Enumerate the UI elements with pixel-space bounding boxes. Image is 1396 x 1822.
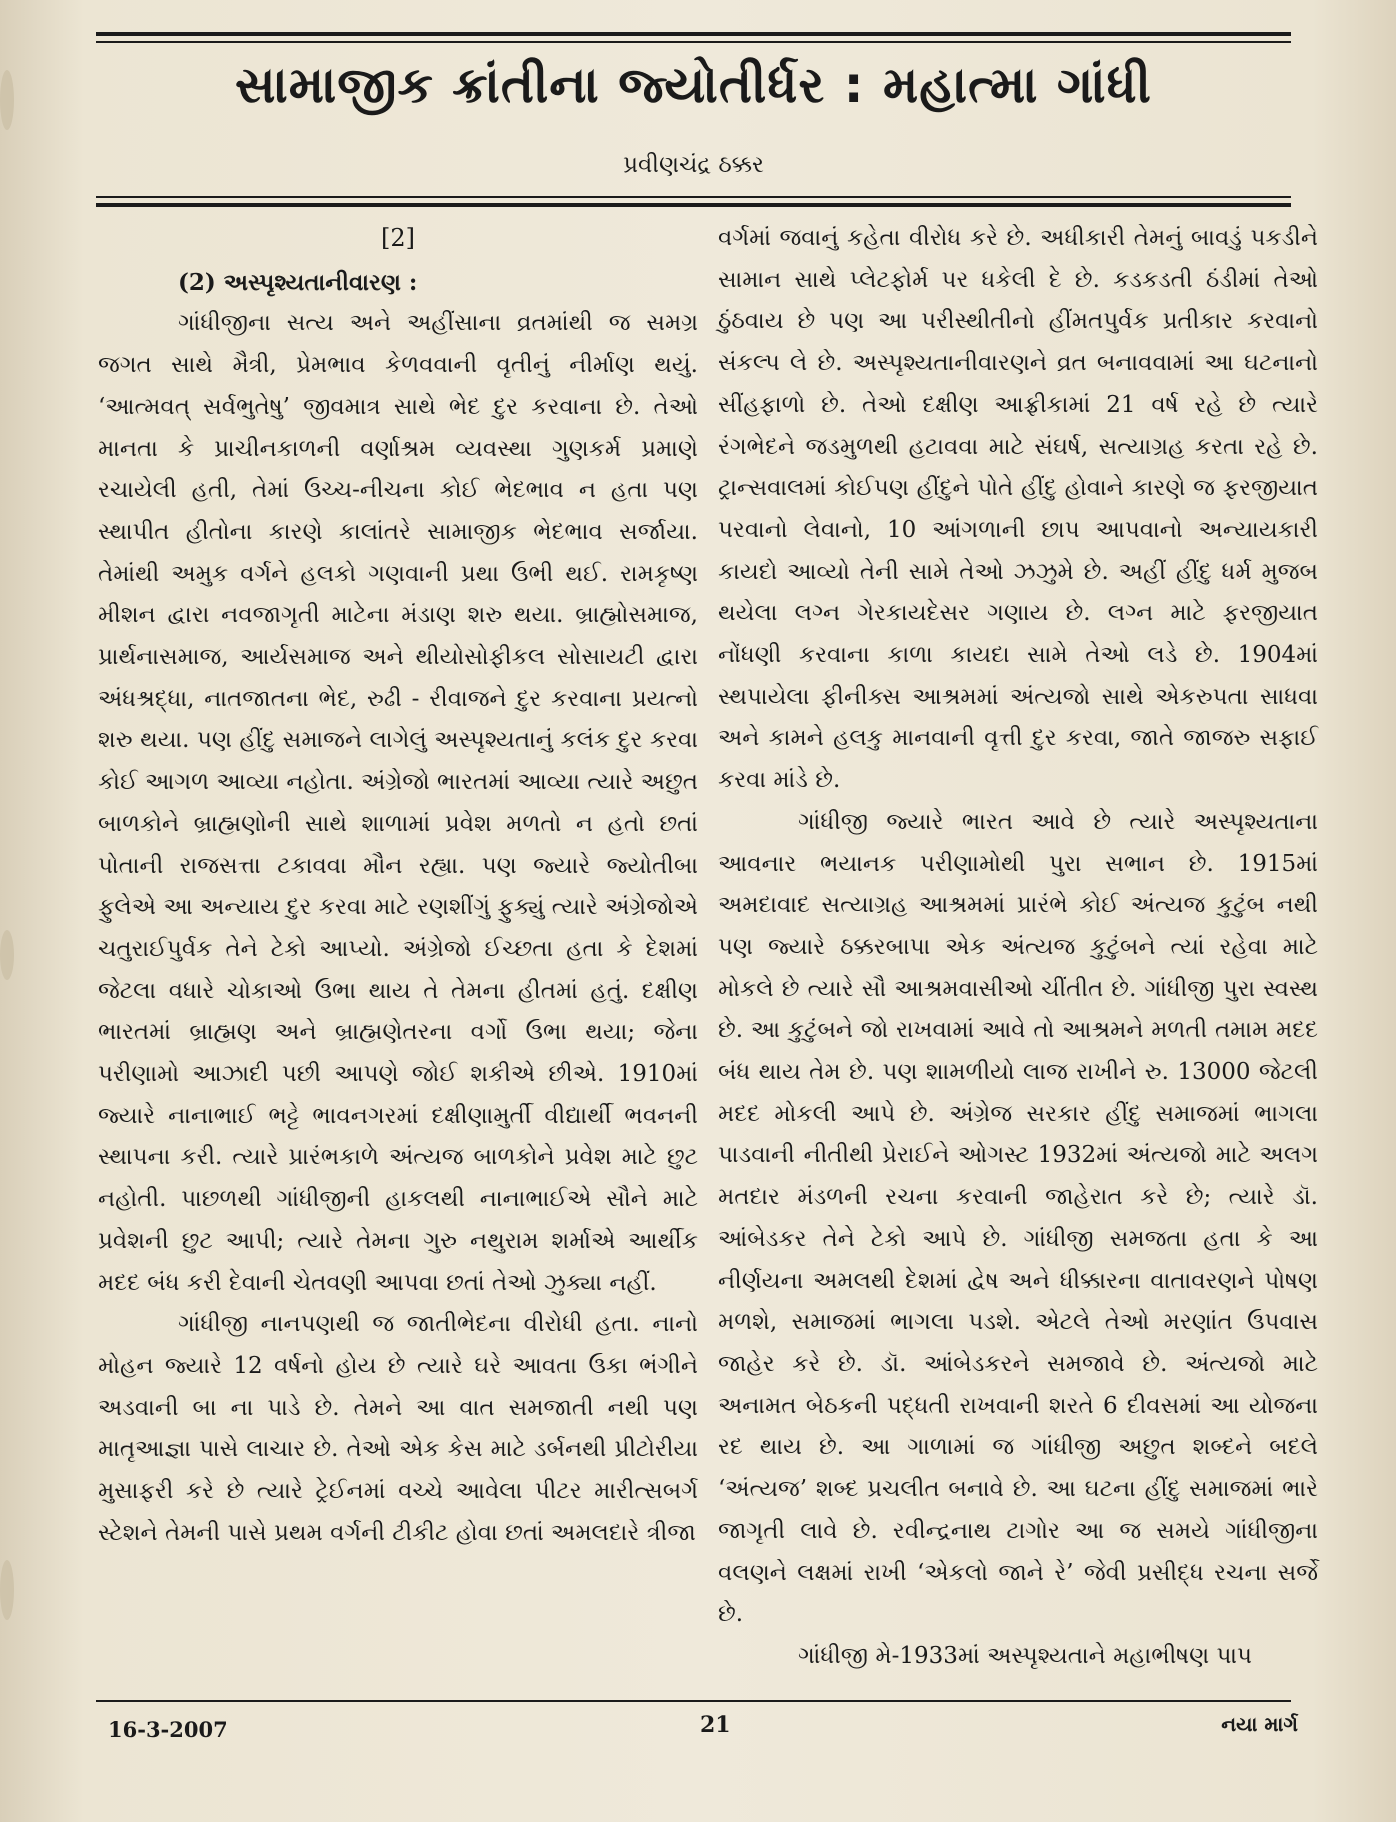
page-number: 21 [700,1712,731,1738]
top-rule-thin [96,41,1291,43]
paragraph: ગાંધીજી જ્યારે ભારત આવે છે ત્યારે અસ્પૃશ્યતાના આવનાર ભયાનક પરીણામોથી પુરા સભાન છે. 1915માં અમદાવાદ સત્યાગ્રહ આશ્રમમાં પ્રારંભે કોઈ અંત્યજ કુટુંબ નથી પણ જ્યારે ઠક્કરબાપા એક અંત્યજ કુટુંબને ત્યાં રહેવા માટે મોકલે છે ત્યારે સૌ આશ્રમવાસીઓ ચીંતીત છે. ગાંધીજી પુરા સ્વસ્થ છે. આ કુટુંબને જો રાખવામાં આવે તો આશ્રમને મળતી તમામ મદદ બંધ થાય તેમ છે. પણ શામળીયો લાજ રાખીને રુ. 13000 જેટલી મદદ મોકલી આપે છે. અંગ્રેજ સરકાર હીંદુ સમાજમાં ભાગલા પાડવાની નીતીથી પ્રેરાઈને ઓગસ્ટ 1932માં અંત્યજો માટે અલગ મતદાર મંડળની રચના કરવાની જાહેરાત કરે છે; ત્યારે ડૉ. આંબેડકર તેને ટેકો આપે છે. ગાંધીજી સમજતા હતા કે આ નીર્ણયના અમલથી દેશમાં દ્વેષ અને ધીક્કારના વાતાવરણને પોષણ મળશે, સમાજમાં ભાગલા પડશે. એટલે તેઓ મરણાંત ઉપવાસ જાહેર કરે છે. ડૉ. આંબેડકરને સમજાવે છે. અંત્યજો માટે અનામત બેઠકની પદ્ધતી રાખવાની શરતે 6 દીવસમાં આ યોજના રદ થાય છે. આ ગાળામાં જ ગાંધીજી અછુત શબ્દને બદલે ‘અંત્યજ’ શબ્દ પ્રચલીત બનાવે છે. આ ઘટના હીંદુ સમાજમાં ભારે જાગૃતી લાવે છે. રવીન્દ્રનાથ ટાગોર આ જ સમયે ગાંધીજીના વલણને લક્ષમાં રાખી ‘એકલો જાને રે’ જેવી પ્રસીદ્ધ રચના સર્જે છે. [718,808,1318,1628]
page-tear-mark [0,70,14,130]
right-column [718,218,1318,1678]
magazine-name: નયા માર્ગ [1221,1712,1298,1736]
page-tear-mark [0,1560,14,1620]
article-author: પ્રવીણચંદ્ર ઠક્કર [623,152,764,178]
footer-date: 16-3-2007 [108,1717,228,1742]
paragraph: ગાંધીજી નાનપણથી જ જાતીભેદના વીરોધી હતા. નાનો મોહન જ્યારે 12 વર્ષનો હોય છે ત્યારે ઘરે આવતા ઉકા ભંગીને અડવાની બા ના પાડે છે. તેમને આ વાત સમજાતી નથી પણ માતૃઆજ્ઞા પાસે લાચાર છે. તેઓ એક કેસ માટે ડર્બનથી પ્રીટોરીયા મુસાફરી કરે છે ત્યારે ટ્રેઈનમાં વચ્ચે આવેલા પીટર મારીત્સબર્ગ સ્ટેશને તેમની પાસે પ્રથમ વર્ગની ટીકીટ હોવા છતાં અમલદારે ત્રીજા [98,1311,698,1546]
header-rule [96,203,1291,207]
left-column [98,218,698,1555]
section-number: [2] [381,224,415,252]
header-rule-thin [96,196,1291,198]
footer-rule [96,1700,1291,1702]
section-heading: (2) અસ્પૃશ્યતાનીવારણ : [178,268,418,296]
paragraph: વર્ગમાં જવાનું કહેતા વીરોધ કરે છે. અધીકારી તેમનું બાવડું પકડીને સામાન સાથે પ્લેટફોર્મ પર ધકેલી દે છે. કડકડતી ઠંડીમાં તેઓ ઠુંઠવાય છે પણ આ પરીસ્થીતીનો હીંમતપુર્વક પ્રતીકાર કરવાનો સંકલ્પ લે છે. અસ્પૃશ્યતાનીવારણને વ્રત બનાવવામાં આ ઘટનાનો સીંહફાળો છે. તેઓ દક્ષીણ આફ્રીકામાં 21 વર્ષ રહે છે ત્યારે રંગભેદને જડમુળથી હટાવવા માટે સંઘર્ષ, સત્યાગ્રહ કરતા રહે છે. ટ્રાન્સવાલમાં કોઈપણ હીંદુને પોતે હીંદુ હોવાને કારણે જ ફરજીયાત પરવાનો લેવાનો, 10 આંગળાની છાપ આપવાનો અન્યાયકારી કાયદો આવ્યો તેની સામે તેઓ ઝઝુમે છે. અહીં હીંદુ ધર્મ મુજબ થયેલા લગ્ન ગેરકાયદેસર ગણાય છે. લગ્ન માટે ફરજીયાત નોંધણી કરવાના કાળા કાયદા સામે તેઓ લડે છે. 1904માં સ્થપાયેલા ફીનીક્સ આશ્રમમાં અંત્યજો સાથે એકરુપતા સાધવા અને કામને હલકુ માનવાની વૃત્તી દુર કરવા, જાતે જાજરુ સફાઈ કરવા માંડે છે. [718,225,1318,794]
paragraph: ગાંધીજી મે-1933માં અસ્પૃશ્યતાને મહાભીષણ પાપ [798,1642,1252,1669]
page-tear-mark [0,930,14,980]
top-rule [96,32,1291,36]
article-title: સામાજીક ક્રાંતીના જ્યોતીર્ધર : મહાત્મા ગાંધી [235,56,1152,114]
paragraph: ગાંધીજીના સત્ય અને અહીંસાના વ્રતમાંથી જ સમગ્ર જગત સાથે મૈત્રી, પ્રેમભાવ કેળવવાની વૃતીનું નીર્માણ થયું. ‘આત્મવત્ સર્વભુતેષુ’ જીવમાત્ર સાથે ભેદ દુર કરવાના છે. તેઓ માનતા કે પ્રાચીનકાળની વર્ણાશ્રમ વ્યવસ્થા ગુણકર્મ પ્રમાણે રચાયેલી હતી, તેમાં ઉચ્ચ-નીચના કોઈ ભેદભાવ ન હતા પણ સ્થાપીત હીતોના કારણે કાલાંતરે સામાજીક ભેદભાવ સર્જાયા. તેમાંથી અમુક વર્ગને હલકો ગણવાની પ્રથા ઉભી થઈ. રામકૃષ્ણ મીશન દ્વારા નવજાગૃતી માટેના મંડાણ શરુ થયા. બ્રાહ્મોસમાજ, પ્રાર્થનાસમાજ, આર્યસમાજ અને થીયોસોફીકલ સોસાયટી દ્વારા અંધશ્રદ્ધા, નાતજાતના ભેદ, રુઢી - રીવાજને દુર કરવાના પ્રયત્નો શરુ થયા. પણ હીંદુ સમાજને લાગેલું અસ્પૃશ્યતાનું કલંક દુર કરવા કોઈ આગળ આવ્યા નહોતા. અંગ્રેજો ભારતમાં આવ્યા ત્યારે અછુત બાળકોને બ્રાહ્મણોની સાથે શાળામાં પ્રવેશ મળતો ન હતો છતાં પોતાની રાજસત્તા ટકાવવા મૌન રહ્યા. પણ જ્યારે જ્યોતીબા ફુલેએ આ અન્યાય દુર કરવા માટે રણશીંગું ફુક્યું ત્યારે અંગ્રેજોએ ચતુરાઈપુર્વક તેને ટેકો આપ્યો. અંગ્રેજો ઈચ્છતા હતા કે દેશમાં જેટલા વધારે ચોકાઓ ઉભા થાય તે તેમના હીતમાં હતું. દક્ષીણ ભારતમાં બ્રાહ્મણ અને બ્રાહ્મણેતરના વર્ગો ઉભા થયા; જેના પરીણામો આઝાદી પછી આપણે જોઈ શકીએ છીએ. 1910માં જ્યારે નાનાભાઈ ભટ્ટે ભાવનગરમાં દક્ષીણામુર્તી વીદ્યાર્થી ભવનની સ્થાપના કરી. ત્યારે પ્રારંભકાળે અંત્યજ બાળકોને પ્રવેશ માટે છુટ નહોતી. પાછળથી ગાંધીજીની હાકલથી નાનાભાઈએ સૌને માટે પ્રવેશની છુટ આપી; ત્યારે તેમના ગુરુ નથુરામ શર્માએ આર્થીક મદદ બંધ કરી દેવાની ચેતવણી આપવા છતાં તેઓ ઝુક્યા નહીં. [98,310,698,1296]
